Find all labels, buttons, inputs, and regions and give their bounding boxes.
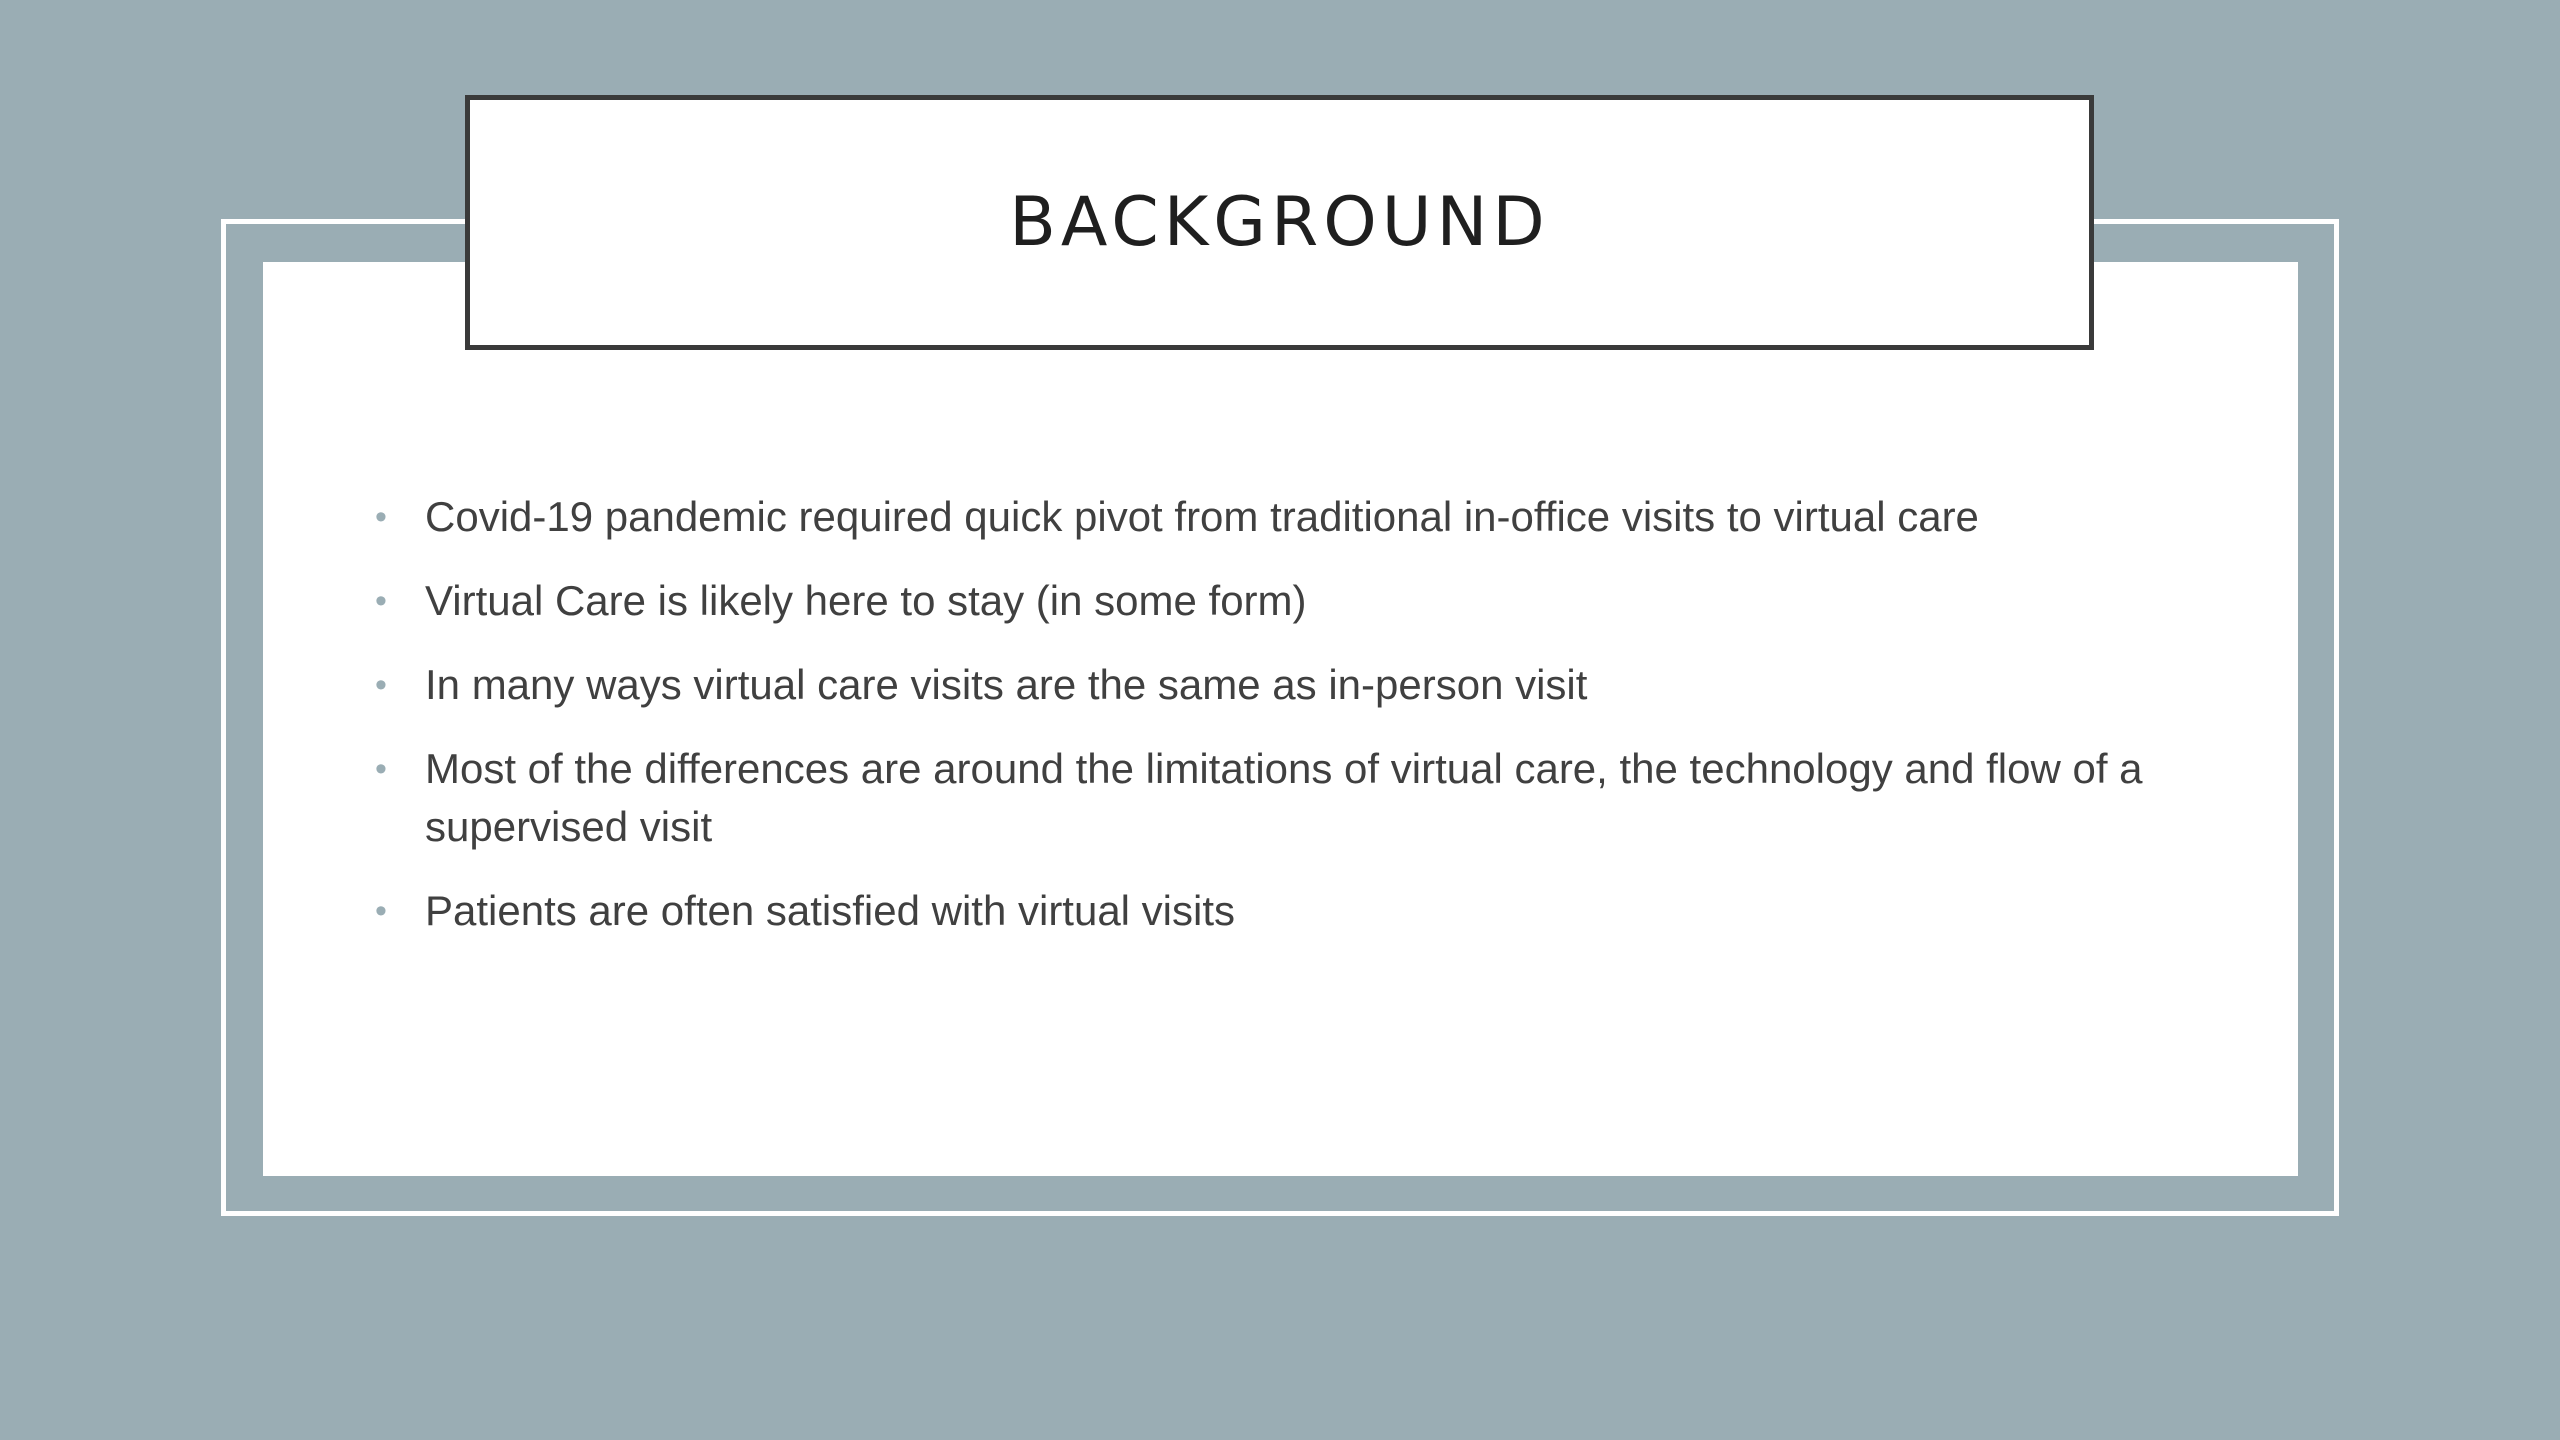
bullet-text: Virtual Care is likely here to stay (in some form) [425,577,1307,624]
bullet-dot-icon: • [375,666,387,704]
bullet-item [375,572,2205,630]
bullet-list [375,488,2205,966]
bullet-dot-icon: • [375,582,387,620]
bullet-text: In many ways virtual care visits are the same as in-person visit [425,661,1588,708]
bullet-text: Covid-19 pandemic required quick pivot from traditional in-office visits to virtual care [425,493,1979,540]
bullet-item [375,882,2205,940]
title-box [465,95,2094,350]
bullet-item [375,656,2205,714]
bullet-text: Most of the differences are around the limitations of virtual care, the technology and flow of a supervised visit [425,745,2143,850]
bullet-item [375,488,2205,546]
bullet-text: Patients are often satisfied with virtual visits [425,887,1236,934]
bullet-dot-icon: • [375,498,387,536]
bullet-dot-icon: • [375,892,387,930]
slide-title: BACKGROUND [1009,182,1550,262]
bullet-item [375,740,2205,856]
bullet-dot-icon: • [375,750,387,788]
